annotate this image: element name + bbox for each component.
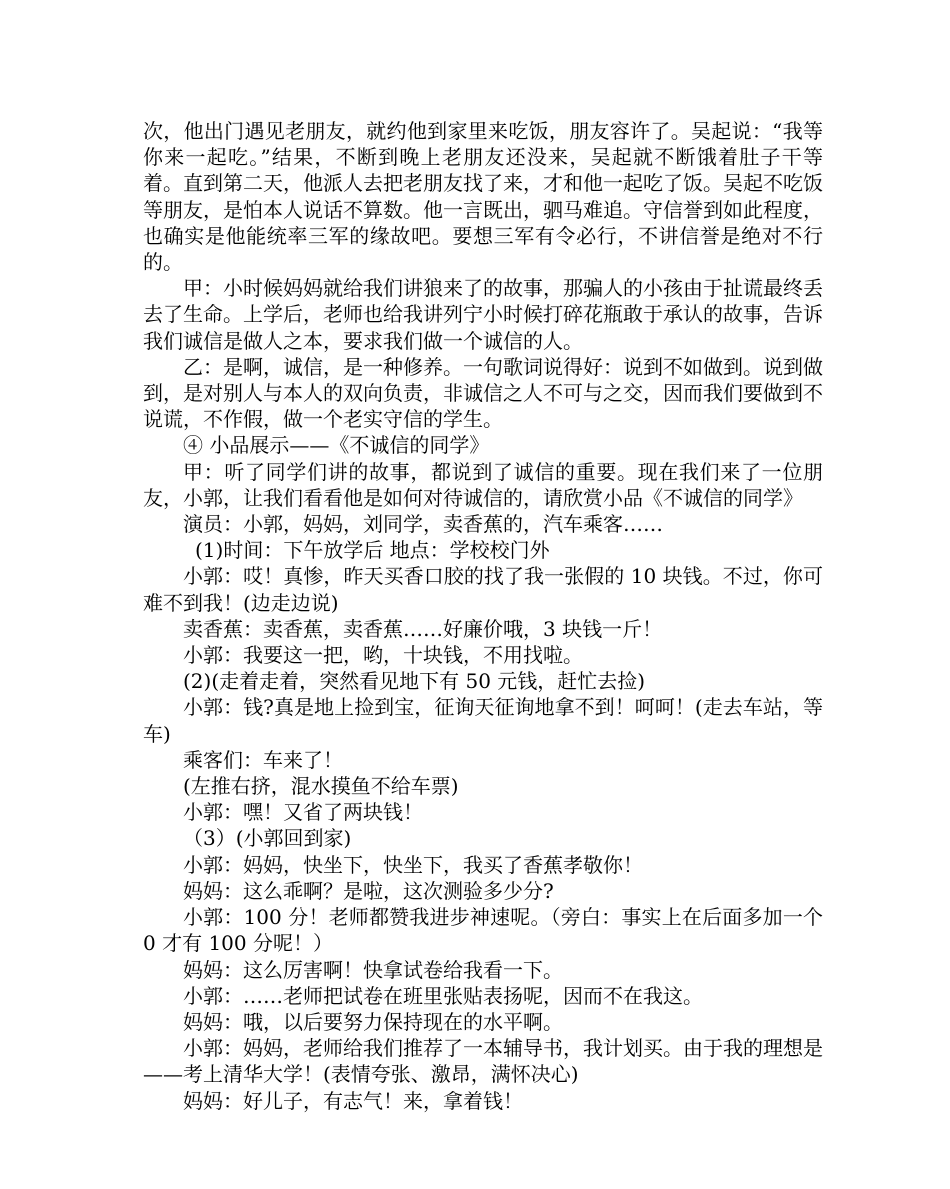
scene-heading: （3）(小郭回到家) [183,826,352,851]
paragraph: 乙：是啊，诚信，是一种修养。一句歌词说得好：说到不如做到。说到做到，是对别人与本人的双向负责，非诚信之人不可与之交，因而我们要做到不说谎，不作假，做一个老实守信的学生。 [143,354,823,432]
paragraph: 甲：小时候妈妈就给我们讲狼来了的故事，那骗人的小孩由于扯谎最终丢去了生命。上学后，老师也给我讲列宁小时候打碎花瓶敢于承认的故事，告诉我们诚信是做人之本，要求我们做一个诚信的人。 [143,276,823,353]
dialogue-line: 小郭：哎！真惨，昨天买香口胶的找了我一张假的 10 块钱。不过，你可难不到我！(边走边说) [143,564,823,615]
dialogue-line: 小郭：100 分！老师都赞我进步神速呢。（旁白：事实上在后面多加一个 0 才有 100 分呢！） [143,905,823,956]
dialogue-line: 妈妈：好儿子，有志气！来，拿着钱！ [183,1088,523,1113]
dialogue-line: 小郭：嘿！又省了两块钱！ [183,800,423,825]
dialogue-line: 小郭：……老师把试卷在班里张贴表扬呢，因而不在我这。 [183,983,703,1008]
paragraph: 甲：听了同学们讲的故事，都说到了诚信的重要。现在我们来了一位朋友，小郭，让我们看看他是如何对待诚信的，请欣赏小品《不诚信的同学》 [143,459,823,510]
stage-direction: (左推右挤，混水摸鱼不给车票) [183,774,459,799]
dialogue-line: 乘客们：车来了！ [183,747,343,772]
scene-heading: (1)时间：下午放学后 地点：学校校门外 [195,538,550,563]
stage-direction: (2)(走着走着，突然看见地下有 50 元钱，赶忙去捡) [183,669,646,694]
document-page [143,118,823,1114]
dialogue-line: 妈妈：哦，以后要努力保持现在的水平啊。 [183,1009,563,1034]
dialogue-line: 小郭：我要这一把，哟，十块钱，不用找啦。 [183,643,583,668]
dialogue-line: 小郭：妈妈，快坐下，快坐下，我买了香蕉孝敬你！ [183,852,643,877]
cast-list: 演员：小郭，妈妈，刘同学，卖香蕉的，汽车乘客…… [183,512,663,537]
dialogue-line: 妈妈：这么乖啊？是啦，这次测验多少分? [183,878,554,903]
dialogue-line: 小郭：妈妈，老师给我们推荐了一本辅导书，我计划买。由于我的理想是——考上清华大学！(表情夸张、激昂，满怀决心) [143,1036,823,1087]
paragraph: 次，他出门遇见老朋友，就约他到家里来吃饭，朋友容许了。吴起说：“我等你来一起吃。”结果，不断到晚上老朋友还没来，吴起就不断饿着肚子干等着。直到第二天，他派人去把老朋友找了来，才和他一起吃了饭。吴起不吃饭等朋友，是怕本人说话不算数。他一言既出，驷马难追。守信誉到如此程度，也确实是他能统率三军的缘故吧。要想三军有令必行，不讲信誉是绝对不行的。 [143,119,823,275]
dialogue-line: 妈妈：这么厉害啊！快拿试卷给我看一下。 [183,957,563,982]
dialogue-line: 小郭：钱?真是地上捡到宝，征询天征询地拿不到！呵呵！(走去车站，等车) [143,695,823,746]
section-heading: ④ 小品展示——《不诚信的同学》 [183,433,490,458]
dialogue-line: 卖香蕉：卖香蕉，卖香蕉……好廉价哦，3 块钱一斤！ [183,616,663,641]
